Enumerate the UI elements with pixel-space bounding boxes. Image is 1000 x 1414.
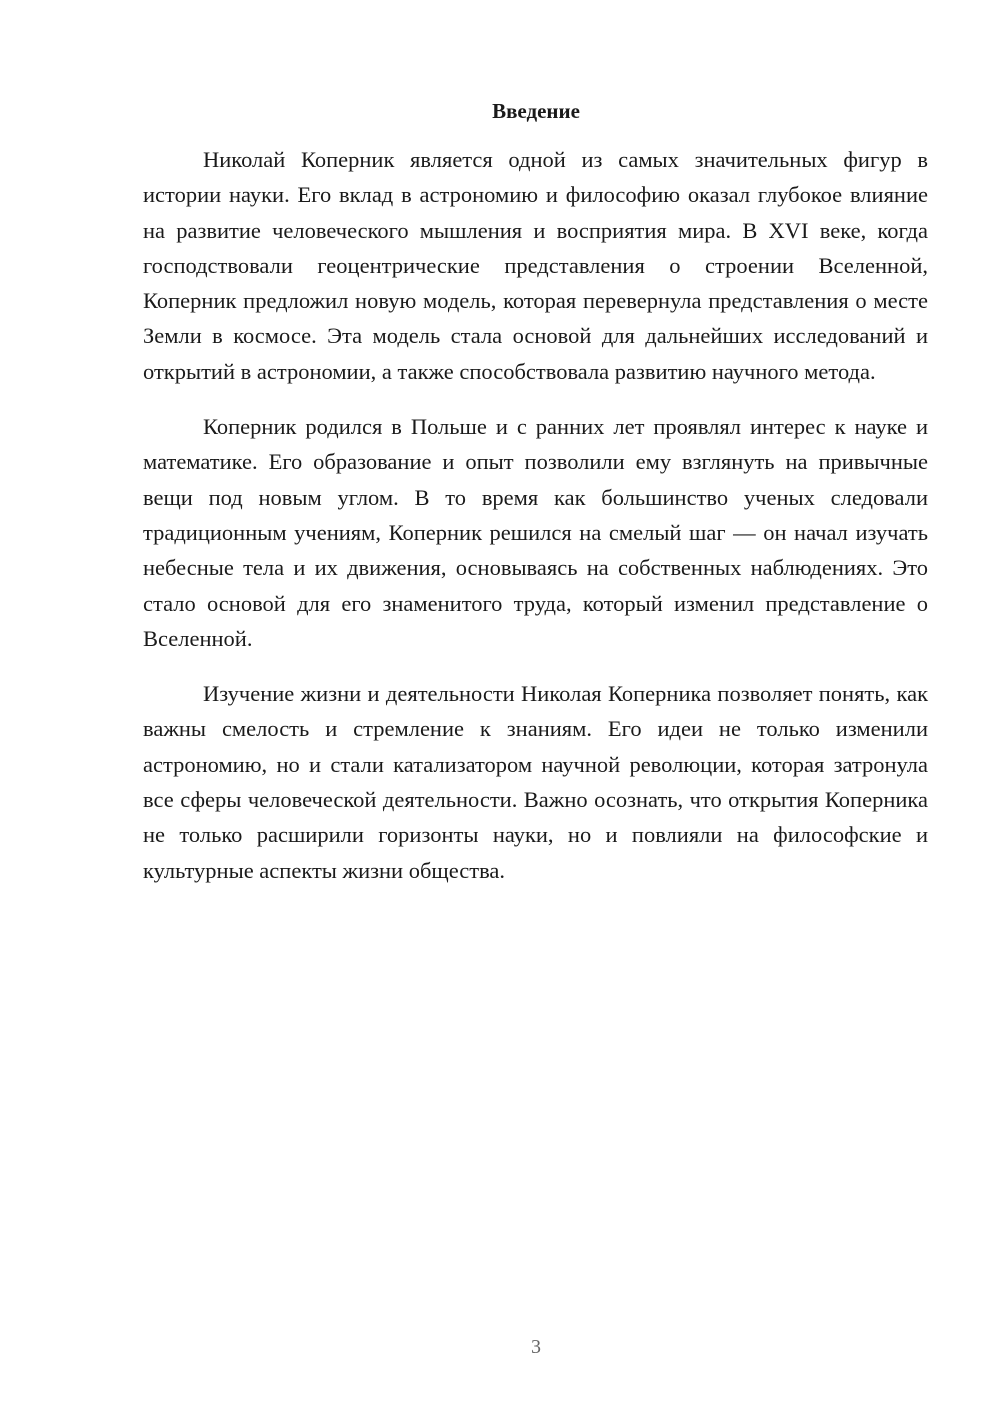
- paragraph-2: Коперник родился в Польше и с ранних лет проявлял интерес к науке и математике. Его образование и опыт позволили ему взглянуть на привычные вещи под новым углом. В то время как большинство ученых следовали традиционным учениям, Коперник решился на смелый шаг — он начал изучать небесные тела и их движения, основываясь на собственных наблюдениях. Это стало основой для его знаменитого труда, который изменил представление о Вселенной.: [143, 414, 928, 651]
- page-number: 3: [531, 1336, 541, 1358]
- paragraph-1: Николай Коперник является одной из самых значительных фигур в истории науки. Его вклад в астрономию и философию оказал глубокое влияние на развитие человеческого мышления и восприятия мира. В XVI веке, когда господствовали геоцентрические представления о строении Вселенной, Коперник предложил новую модель, которая перевернула представления о месте Земли в космосе. Эта модель стала основой для дальнейших исследований и открытий в астрономии, а также способствовала развитию научного метода.: [143, 147, 928, 384]
- paragraph-3: Изучение жизни и деятельности Николая Коперника позволяет понять, как важны смелость и стремление к знаниям. Его идеи не только изменили астрономию, но и стали катализатором научной революции, которая затронула все сферы человеческой деятельности. Важно осознать, что открытия Коперника не только расширили горизонты науки, но и повлияли на философские и культурные аспекты жизни общества.: [143, 681, 928, 883]
- body-text: [143, 142, 928, 908]
- section-title: Введение: [492, 99, 580, 123]
